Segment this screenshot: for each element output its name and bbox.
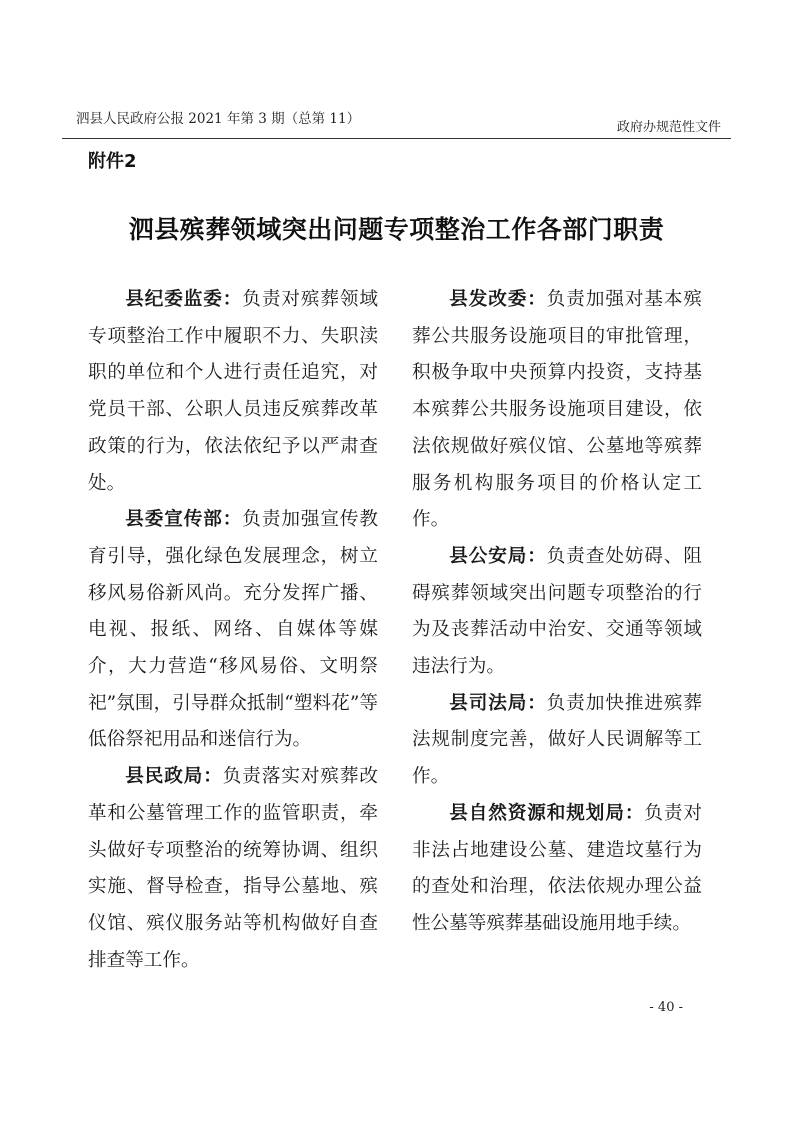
- duty-text: 负责加强宣传教育引导，强化绿色发展理念，树立移风易俗新风尚。充分发挥广播、电视、报纸、网络、自媒体等媒介，大力营造“移风易俗、文明祭祀”氛围，引导群众抵制“塑料花”等低俗祭祀用品和迷信行为。: [88, 509, 378, 751]
- duty-paragraph: [412, 539, 702, 686]
- duty-paragraph: [88, 282, 378, 502]
- department-name: 县自然资源和规划局：: [449, 802, 645, 824]
- duty-paragraph: [412, 282, 702, 539]
- department-name: 县委宣传部：: [125, 509, 243, 531]
- department-name: 县发改委：: [449, 289, 547, 310]
- header-divider: [62, 138, 731, 139]
- publication-title: 泗县人民政府公报 2021 年第 3 期（总第 11）: [76, 111, 361, 127]
- duty-paragraph: [88, 502, 378, 759]
- department-name: 县纪委监委：: [125, 289, 243, 310]
- duty-paragraph: [88, 759, 378, 979]
- right-column: [412, 282, 702, 943]
- document-title: 泗县殡葬领域突出问题专项整治工作各部门职责: [128, 215, 665, 244]
- section-label: 政府办规范性文件: [616, 120, 721, 135]
- duty-text: 负责落实对殡葬改革和公墓管理工作的监管职责，牵头做好专项整治的统筹协调、组织实施、督导检查，指导公墓地、殡仪馆、殡仪服务站等机构做好自查排查等工作。: [88, 766, 378, 971]
- left-column: [88, 282, 378, 979]
- page-number: - 40 -: [649, 1000, 683, 1015]
- department-name: 县民政局：: [125, 766, 223, 788]
- duty-text: 负责加快推进殡葬法规制度完善，做好人民调解等工作。: [412, 692, 702, 788]
- duty-text: 负责查处妨碍、阻碍殡葬领域突出问题专项整治的行为及丧葬活动中治安、交通等领域违法行为。: [412, 545, 702, 678]
- duty-text: 负责对殡葬领域专项整治工作中履职不力、失职渎职的单位和个人进行责任追究，对党员干部、公职人员违反殡葬改革政策的行为，依法依纪予以严肃查处。: [88, 289, 378, 494]
- page-header: [62, 104, 731, 136]
- duty-paragraph: [412, 796, 702, 943]
- duty-text: 负责对非法占地建设公墓、建造坟墓行为的查处和治理，依法依规办理公益性公墓等殡葬基础设施用地手续。: [412, 802, 702, 934]
- attachment-label: 附件2: [88, 151, 137, 172]
- duty-text: 负责加强对基本殡葬公共服务设施项目的审批管理，积极争取中央预算内投资，支持基本殡葬公共服务设施项目建设，依法依规做好殡仪馆、公墓地等殡葬服务机构服务项目的价格认定工作。: [412, 289, 702, 531]
- duty-paragraph: [412, 686, 702, 796]
- department-name: 县公安局：: [449, 545, 547, 567]
- department-name: 县司法局：: [449, 692, 547, 714]
